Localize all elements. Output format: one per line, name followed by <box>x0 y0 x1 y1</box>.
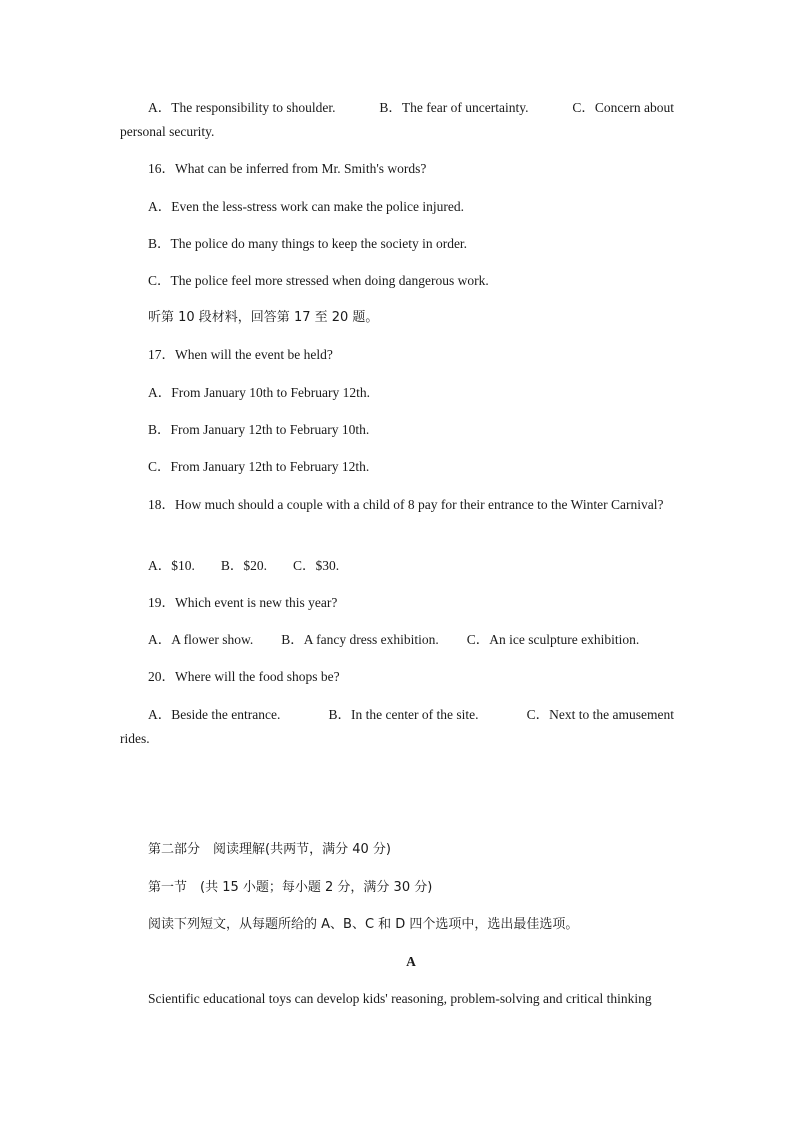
q17-option-c: C．From January 12th to February 12th. <box>148 459 370 474</box>
q15-option-c-continued: personal security. <box>120 124 215 139</box>
q18-option-a: A．$10. <box>148 558 195 573</box>
passage-first-line: Scientific educational toys can develop kids' reasoning, problem-solving and critical thinking <box>148 991 652 1006</box>
q19-option-a: A．A flower show. <box>148 632 254 647</box>
q18-option-b: B．$20. <box>220 558 268 573</box>
q18-option-c: C．$30. <box>293 558 340 573</box>
q20-option-c: C．Next to the amusement <box>526 707 674 722</box>
q17-option-a: A．From January 10th to February 12th. <box>148 385 370 400</box>
q15-options-row <box>120 96 674 120</box>
q16-option-a: A．Even the less-stress work can make the police injured. <box>148 199 465 214</box>
q18-options-row <box>120 554 674 578</box>
q19-question: 19．Which event is new this year? <box>148 595 338 610</box>
passage-label: A <box>406 954 416 969</box>
q19-option-c: C．An ice sculpture exhibition. <box>466 632 640 647</box>
section10-instruction: 听第 10 段材料，回答第 17 至 20 题。 <box>148 310 379 325</box>
part2-instruction: 阅读下列短文，从每题所给的 A、B、C 和 D 四个选项中，选出最佳选项。 <box>148 917 579 932</box>
q15-option-a: A．The responsibility to shoulder. <box>148 100 336 115</box>
q20-option-a: A．Beside the entrance. <box>148 707 281 722</box>
q19-option-b: B．A fancy dress exhibition. <box>281 632 439 647</box>
q16-option-c: C．The police feel more stressed when doing dangerous work. <box>148 273 489 288</box>
q20-option-c-continued: rides. <box>120 731 150 746</box>
q20-option-b: B．In the center of the site. <box>328 707 479 722</box>
part2-heading: 第二部分 阅读理解(共两节，满分 40 分) <box>148 842 391 857</box>
q15-option-b: B．The fear of uncertainty. <box>379 100 529 115</box>
q19-options-row <box>120 628 674 652</box>
q18-question: 18．How much should a couple with a child of 8 pay for their entrance to the Winter Carnival? <box>148 497 664 512</box>
q17-question: 17．When will the event be held? <box>148 347 333 362</box>
q16-option-b: B．The police do many things to keep the society in order. <box>148 236 468 251</box>
q20-options-row <box>120 703 674 727</box>
q15-option-c: C．Concern about <box>572 100 674 115</box>
q20-question: 20．Where will the food shops be? <box>148 669 340 684</box>
q16-question: 16．What can be inferred from Mr. Smith's words? <box>148 161 427 176</box>
q17-option-b: B．From January 12th to February 10th. <box>148 422 370 437</box>
part2-section1: 第一节 (共 15 小题；每小题 2 分，满分 30 分) <box>148 880 433 895</box>
